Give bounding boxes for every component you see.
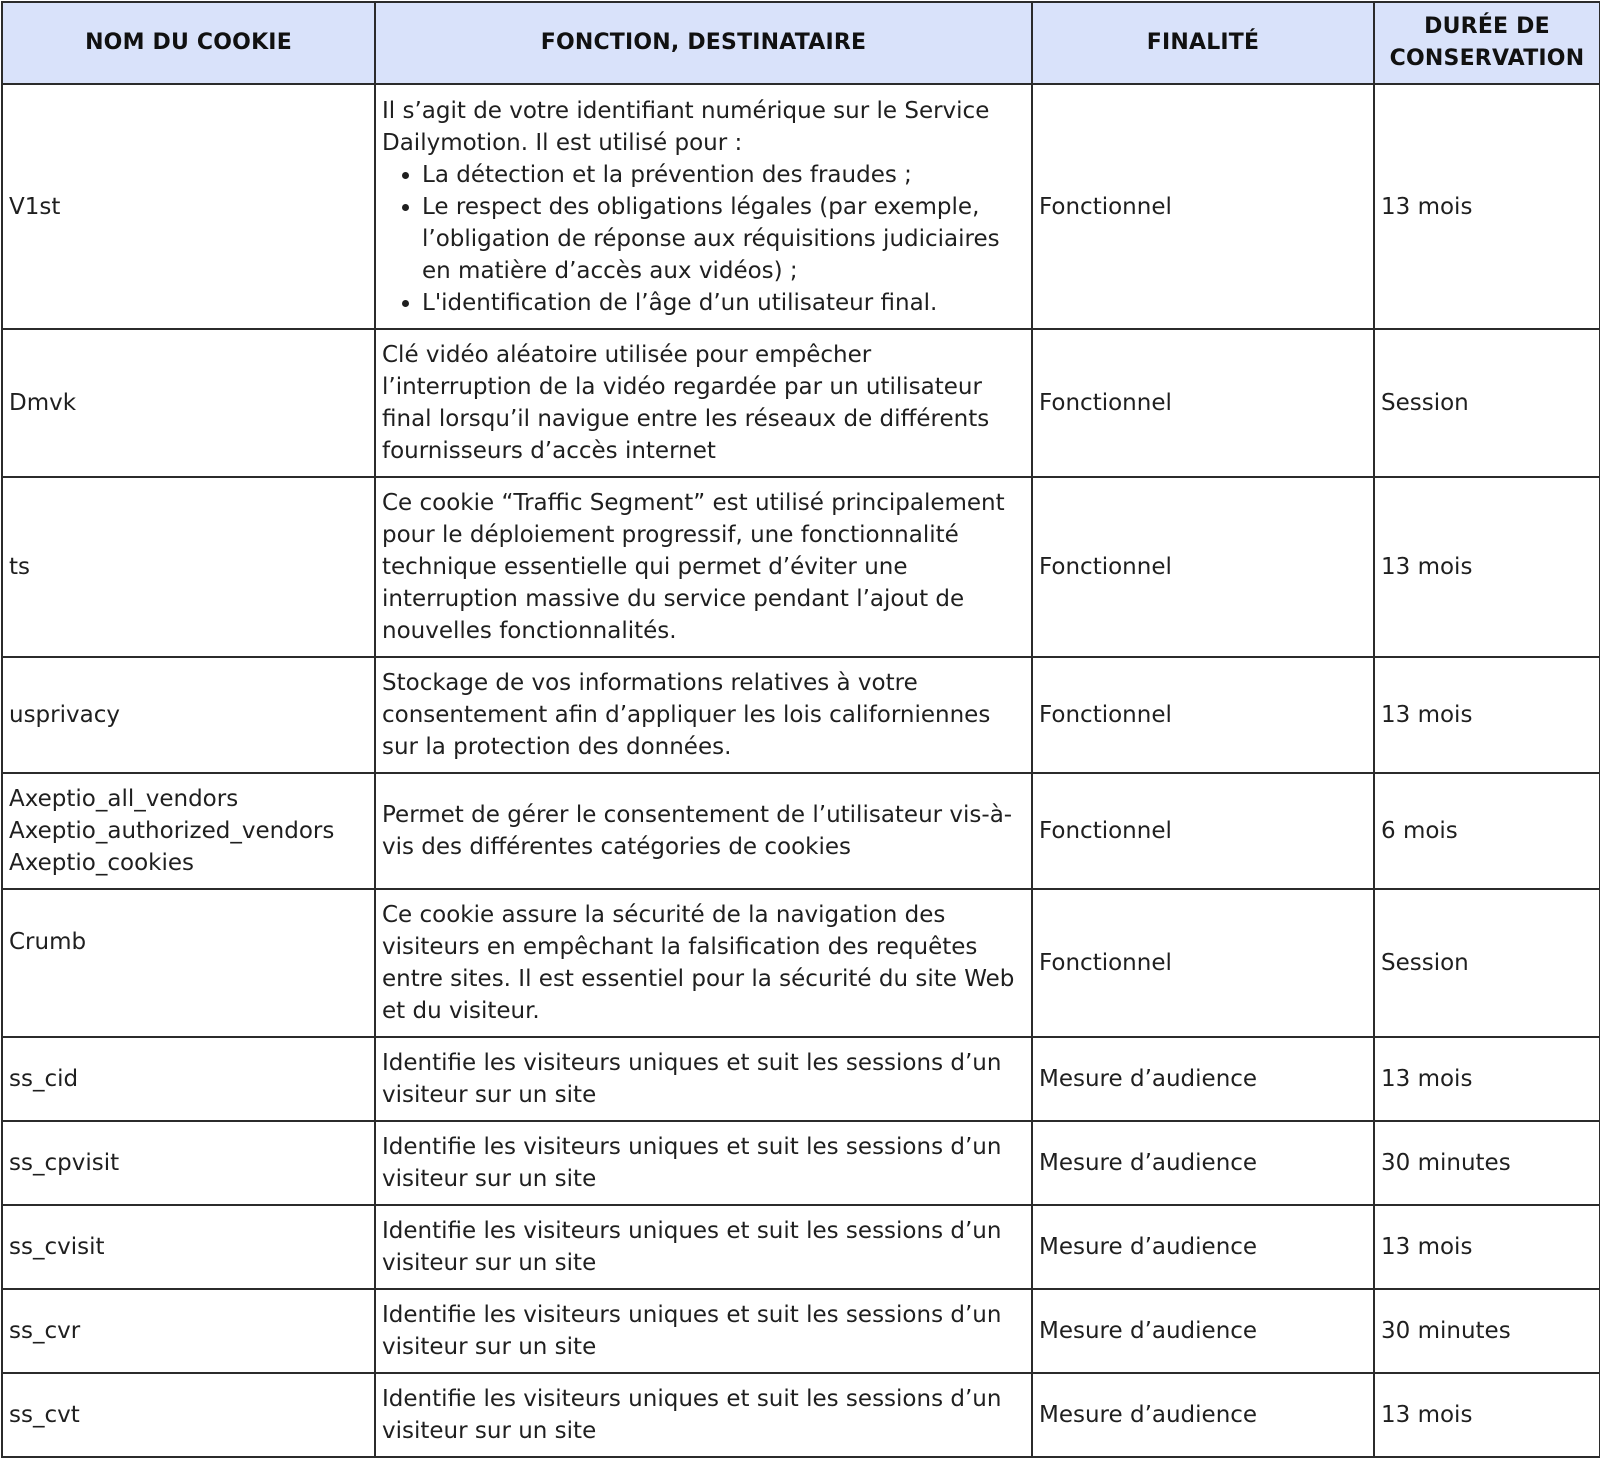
cookie-name: usprivacy xyxy=(2,657,375,773)
cookie-function: Clé vidéo aléatoire utilisée pour empêcher l’interruption de la vidéo regardée par un utilisateur final lorsqu’il navigue entre les réseaux de différents fournisseurs d’accès internet xyxy=(375,329,1032,477)
cookie-function: Identifie les visiteurs uniques et suit les sessions d’un visiteur sur un site xyxy=(375,1121,1032,1205)
cookie-purpose: Fonctionnel xyxy=(1032,84,1374,329)
table-row xyxy=(2,1205,1600,1289)
cookie-duration: 13 mois xyxy=(1374,657,1600,773)
list-item: • Le respect des obligations légales (par exemple, l’obligation de réponse aux réquisitions judiciaires en matière d’accès aux vidéos) ; xyxy=(422,191,1023,287)
cookie-purpose: Mesure d’audience xyxy=(1032,1373,1374,1457)
cookie-function: Identifie les visiteurs uniques et suit les sessions d’un visiteur sur un site xyxy=(375,1373,1032,1457)
cookie-purpose: Mesure d’audience xyxy=(1032,1289,1374,1373)
cookie-function: Identifie les visiteurs uniques et suit les sessions d’un visiteur sur un site xyxy=(375,1289,1032,1373)
cookie-table xyxy=(1,1,1600,1458)
cookie-purpose: Fonctionnel xyxy=(1032,477,1374,657)
cookie-name: Axeptio_cookies xyxy=(9,850,194,876)
function-bullet-list xyxy=(382,159,1023,319)
cookie-duration: 6 mois xyxy=(1374,773,1600,889)
cookie-function: Stockage de vos informations relatives à votre consentement afin d’appliquer les lois californiennes sur la protection des données. xyxy=(375,657,1032,773)
cookie-duration: Session xyxy=(1374,889,1600,1037)
table-row xyxy=(2,329,1600,477)
function-intro: Il s’agit de votre identifiant numérique sur le Service Dailymotion. Il est utilisé pour : xyxy=(382,97,990,156)
cookie-function: Ce cookie assure la sécurité de la navigation des visiteurs en empêchant la falsification des requêtes entre sites. Il est essentiel pour la sécurité du site Web et du visiteur. xyxy=(375,889,1032,1037)
cookie-name: ss_cvisit xyxy=(2,1205,375,1289)
header-duration-line1: DURÉE DE xyxy=(1424,14,1550,39)
cookie-purpose: Fonctionnel xyxy=(1032,329,1374,477)
cookie-name-group xyxy=(2,773,375,889)
cookie-name: Axeptio_authorized_vendors xyxy=(9,818,335,844)
cookie-name: ts xyxy=(2,477,375,657)
cookie-duration: 13 mois xyxy=(1374,1373,1600,1457)
cookie-duration: Session xyxy=(1374,329,1600,477)
cookie-purpose: Mesure d’audience xyxy=(1032,1037,1374,1121)
cookie-name: V1st xyxy=(2,84,375,329)
table-row xyxy=(2,889,1600,1037)
table-row xyxy=(2,477,1600,657)
cookie-name: ss_cvt xyxy=(2,1373,375,1457)
table-row xyxy=(2,1289,1600,1373)
header-duration xyxy=(1374,2,1600,84)
table-row xyxy=(2,84,1600,329)
cookie-function: Identifie les visiteurs uniques et suit les sessions d’un visiteur sur un site xyxy=(375,1205,1032,1289)
header-purpose: FINALITÉ xyxy=(1032,2,1374,84)
cookie-duration: 13 mois xyxy=(1374,477,1600,657)
table-row xyxy=(2,1373,1600,1457)
cookie-purpose: Fonctionnel xyxy=(1032,889,1374,1037)
cookie-duration: 30 minutes xyxy=(1374,1121,1600,1205)
cookie-duration: 13 mois xyxy=(1374,1205,1600,1289)
cookie-function xyxy=(375,84,1032,329)
cookie-name: Crumb xyxy=(2,889,375,1037)
header-function: FONCTION, DESTINATAIRE xyxy=(375,2,1032,84)
header-duration-line2: CONSERVATION xyxy=(1389,46,1585,71)
cookie-function: Identifie les visiteurs uniques et suit les sessions d’un visiteur sur un site xyxy=(375,1037,1032,1121)
list-item: • La détection et la prévention des fraudes ; xyxy=(422,159,1023,191)
cookie-purpose: Fonctionnel xyxy=(1032,657,1374,773)
cookie-name: ss_cvr xyxy=(2,1289,375,1373)
cookie-name: Dmvk xyxy=(2,329,375,477)
cookie-name: ss_cid xyxy=(2,1037,375,1121)
cookie-duration: 30 minutes xyxy=(1374,1289,1600,1373)
table-row xyxy=(2,657,1600,773)
header-row xyxy=(2,2,1600,84)
cookie-purpose: Mesure d’audience xyxy=(1032,1121,1374,1205)
cookie-purpose: Fonctionnel xyxy=(1032,773,1374,889)
header-cookie-name: NOM DU COOKIE xyxy=(2,2,375,84)
table-row xyxy=(2,1037,1600,1121)
table-row xyxy=(2,1121,1600,1205)
table-row xyxy=(2,773,1600,889)
cookie-function: Permet de gérer le consentement de l’utilisateur vis-à-vis des différentes catégories de cookies xyxy=(375,773,1032,889)
cookie-name: Axeptio_all_vendors xyxy=(9,786,239,812)
cookie-purpose: Mesure d’audience xyxy=(1032,1205,1374,1289)
cookie-function: Ce cookie “Traffic Segment” est utilisé principalement pour le déploiement progressif, une fonctionnalité technique essentielle qui permet d’éviter une interruption massive du service pendant l’ajout de nouvelles fonctionnalités. xyxy=(375,477,1032,657)
cookie-name: ss_cpvisit xyxy=(2,1121,375,1205)
cookie-duration: 13 mois xyxy=(1374,1037,1600,1121)
list-item: • L'identification de l’âge d’un utilisateur final. xyxy=(422,287,1023,319)
cookie-duration: 13 mois xyxy=(1374,84,1600,329)
